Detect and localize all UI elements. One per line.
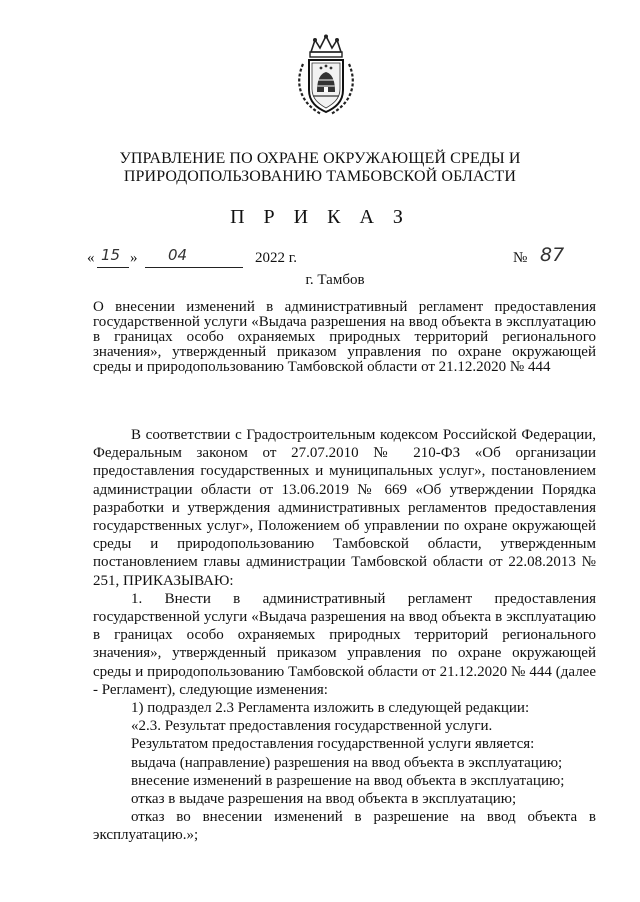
- day-underline: [97, 267, 129, 268]
- body-paragraph-result-intro: Результатом предоставления государственной услуги является:: [131, 736, 535, 753]
- document-number: 87: [540, 244, 565, 266]
- body-paragraph-result-2: внесение изменений в разрешение на ввод объекта в эксплуатацию;: [131, 772, 565, 789]
- tambov-region-coat-of-arms-icon: [291, 34, 361, 118]
- date-quote-open: «: [87, 250, 95, 266]
- body-paragraph-section-title: «2.3. Результат предоставления государственной услуги.: [131, 718, 493, 735]
- date-year: 2022 г.: [255, 250, 297, 266]
- body-paragraph-result-1: выдача (направление) разрешения на ввод объекта в эксплуатацию;: [131, 754, 563, 771]
- document-number-label: №: [513, 250, 528, 266]
- organization-name-line1: УПРАВЛЕНИЕ ПО ОХРАНЕ ОКРУЖАЮЩЕЙ СРЕДЫ И: [119, 150, 521, 167]
- date-day: 15: [101, 246, 121, 264]
- date-quote-close: »: [130, 250, 138, 266]
- month-underline: [145, 267, 243, 268]
- organization-name: [60, 150, 580, 186]
- body-paragraph-result-3: отказ в выдаче разрешения на ввод объекта в эксплуатацию;: [131, 791, 517, 808]
- body-paragraph-subitem-1: 1) подраздел 2.3 Регламента изложить в следующей редакции:: [131, 700, 530, 717]
- body-paragraph-result-4: отказ во внесении изменений в разрешение на ввод объекта в эксплуатацию.»;: [93, 809, 596, 844]
- date-month: 04: [168, 246, 188, 264]
- order-subject: О внесении изменений в административный регламент предоставления государственной услуги «Выдача разрешения на ввод объекта в эксплуатацию в границах особо охраняемых природных территорий регионального значения», утвержденный приказом управления по охране окружающей среды и природопользованию Тамбовской области от 21.12.2020 № 444: [93, 299, 596, 375]
- document-type-title: П Р И К А З: [230, 206, 410, 228]
- order-body: [93, 426, 596, 845]
- coat-of-arms-emblem: [291, 34, 361, 118]
- body-paragraph-item-1: 1. Внести в административный регламент предоставления государственной услуги «Выдача разрешения на ввод объекта в эксплуатацию в границах особо охраняемых природных территорий регионального значения», утвержденный приказом управления по охране окружающей среды и природопользованию Тамбовской области от 21.12.2020 № 444 (далее - Регламент), следующие изменения:: [93, 590, 596, 698]
- organization-name-line2: ПРИРОДОПОЛЬЗОВАНИЮ ТАМБОВСКОЙ ОБЛАСТИ: [123, 168, 517, 185]
- city: г. Тамбов: [305, 272, 365, 288]
- body-paragraph-preamble: В соответствии с Градостроительным кодексом Российской Федерации, Федеральным законом от 27.07.2010 № 210-ФЗ «Об организации предоставления государственных и муниципальных услуг», постановлением администрации области от 13.06.2019 № 669 «Об утверждении Порядка разработки и утверждения административных регламентов предоставления государственных услуг», Положением об управлении по охране окружающей среды и природопользованию Тамбовской области, утвержденным постановлением главы администрации Тамбовской области от 22.08.2013 № 251, ПРИКАЗЫВАЮ:: [93, 427, 596, 589]
